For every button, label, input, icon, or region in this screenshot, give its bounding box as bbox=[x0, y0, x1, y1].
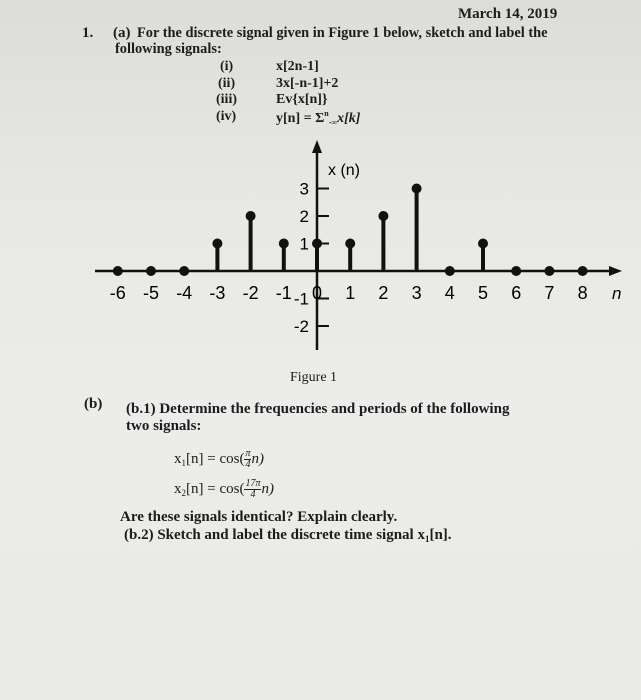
part-a-label: (a) bbox=[113, 25, 131, 41]
date-header: March 14, 2019 bbox=[458, 6, 558, 22]
stem-marker bbox=[179, 266, 189, 276]
x-tick-label: 8 bbox=[577, 283, 588, 303]
item-ii-expression: 3x[-n-1]+2 bbox=[276, 76, 339, 91]
stem-marker bbox=[345, 239, 355, 249]
stem-marker bbox=[544, 266, 554, 276]
x-tick-label: -2 bbox=[242, 283, 259, 303]
b2-prompt: (b.2) Sketch and label the discrete time signal $x_1[n]$. bbox=[124, 527, 452, 544]
x-axis-arrowhead bbox=[609, 266, 622, 276]
x-tick-label: -1 bbox=[275, 283, 292, 303]
figure-1-stem-plot bbox=[0, 135, 641, 370]
item-iii-number: (iii) bbox=[216, 92, 237, 107]
x-tick-label: 5 bbox=[477, 283, 489, 303]
stem-marker bbox=[113, 266, 123, 276]
stem-marker bbox=[478, 239, 488, 249]
x-tick-label: 3 bbox=[411, 283, 422, 303]
part-b-label: (b) bbox=[84, 396, 103, 412]
equation-x2: $x_2[n] = \cos$( $\frac{17\pi}{4}$ n) bbox=[174, 478, 274, 500]
x-tick-label: 7 bbox=[544, 283, 555, 303]
x-tick-label: 2 bbox=[378, 283, 389, 303]
item-i-expression: x[2n-1] bbox=[276, 59, 319, 74]
stem-marker bbox=[279, 239, 289, 249]
x-tick-label: 1 bbox=[345, 283, 356, 303]
x-tick-label: -6 bbox=[109, 283, 126, 303]
stem-marker bbox=[445, 266, 455, 276]
stem-marker bbox=[312, 239, 322, 249]
x-axis-name: n bbox=[612, 284, 622, 303]
stem-marker bbox=[412, 184, 422, 194]
stem-marker bbox=[212, 239, 222, 249]
problem-number: 1. bbox=[82, 25, 94, 41]
y-axis-arrowhead bbox=[312, 140, 322, 153]
b1-prompt-line1: (b.1) Determine the frequencies and periods of the following bbox=[126, 401, 510, 417]
y-tick-label: 3 bbox=[299, 179, 309, 199]
stem-marker bbox=[246, 211, 256, 221]
item-i-number: (i) bbox=[220, 59, 234, 74]
x-tick-label: 4 bbox=[444, 283, 455, 303]
stem-marker bbox=[146, 266, 156, 276]
b1-prompt-line2: two signals: bbox=[126, 418, 202, 434]
part-a-prompt-line1: For the discrete signal given in Figure 1 below, sketch and label the bbox=[137, 25, 548, 41]
figure-caption: Figure 1 bbox=[290, 370, 338, 385]
stem-marker bbox=[511, 266, 521, 276]
y-tick-label: -1 bbox=[293, 289, 309, 309]
chart-title: x (n) bbox=[328, 162, 360, 179]
x-tick-label: 0 bbox=[311, 283, 323, 303]
part-a-prompt-line2: following signals: bbox=[115, 41, 222, 57]
x-tick-label: 6 bbox=[511, 283, 522, 303]
item-iv-expression: $y[n] = \Sigma^n_{-\infty}x[k]$ bbox=[276, 109, 361, 127]
item-ii-number: (ii) bbox=[218, 76, 236, 91]
y-tick-label: 2 bbox=[299, 207, 309, 226]
equation-x1: $x_1[n] = \cos$( $\frac{\pi}{4}$ n) bbox=[174, 448, 264, 470]
y-tick-label: 1 bbox=[299, 234, 309, 254]
x-tick-label: -4 bbox=[176, 283, 193, 303]
item-iv-number: (iv) bbox=[216, 109, 237, 124]
y-tick-label: -2 bbox=[293, 317, 309, 336]
identical-question: Are these signals identical? Explain clearly. bbox=[120, 509, 398, 525]
item-iii-expression: Ev{x[n]} bbox=[276, 92, 328, 107]
x-tick-label: -5 bbox=[142, 283, 160, 303]
x-tick-label: -3 bbox=[209, 283, 226, 303]
stem-marker bbox=[378, 211, 388, 221]
stem-marker bbox=[578, 266, 588, 276]
